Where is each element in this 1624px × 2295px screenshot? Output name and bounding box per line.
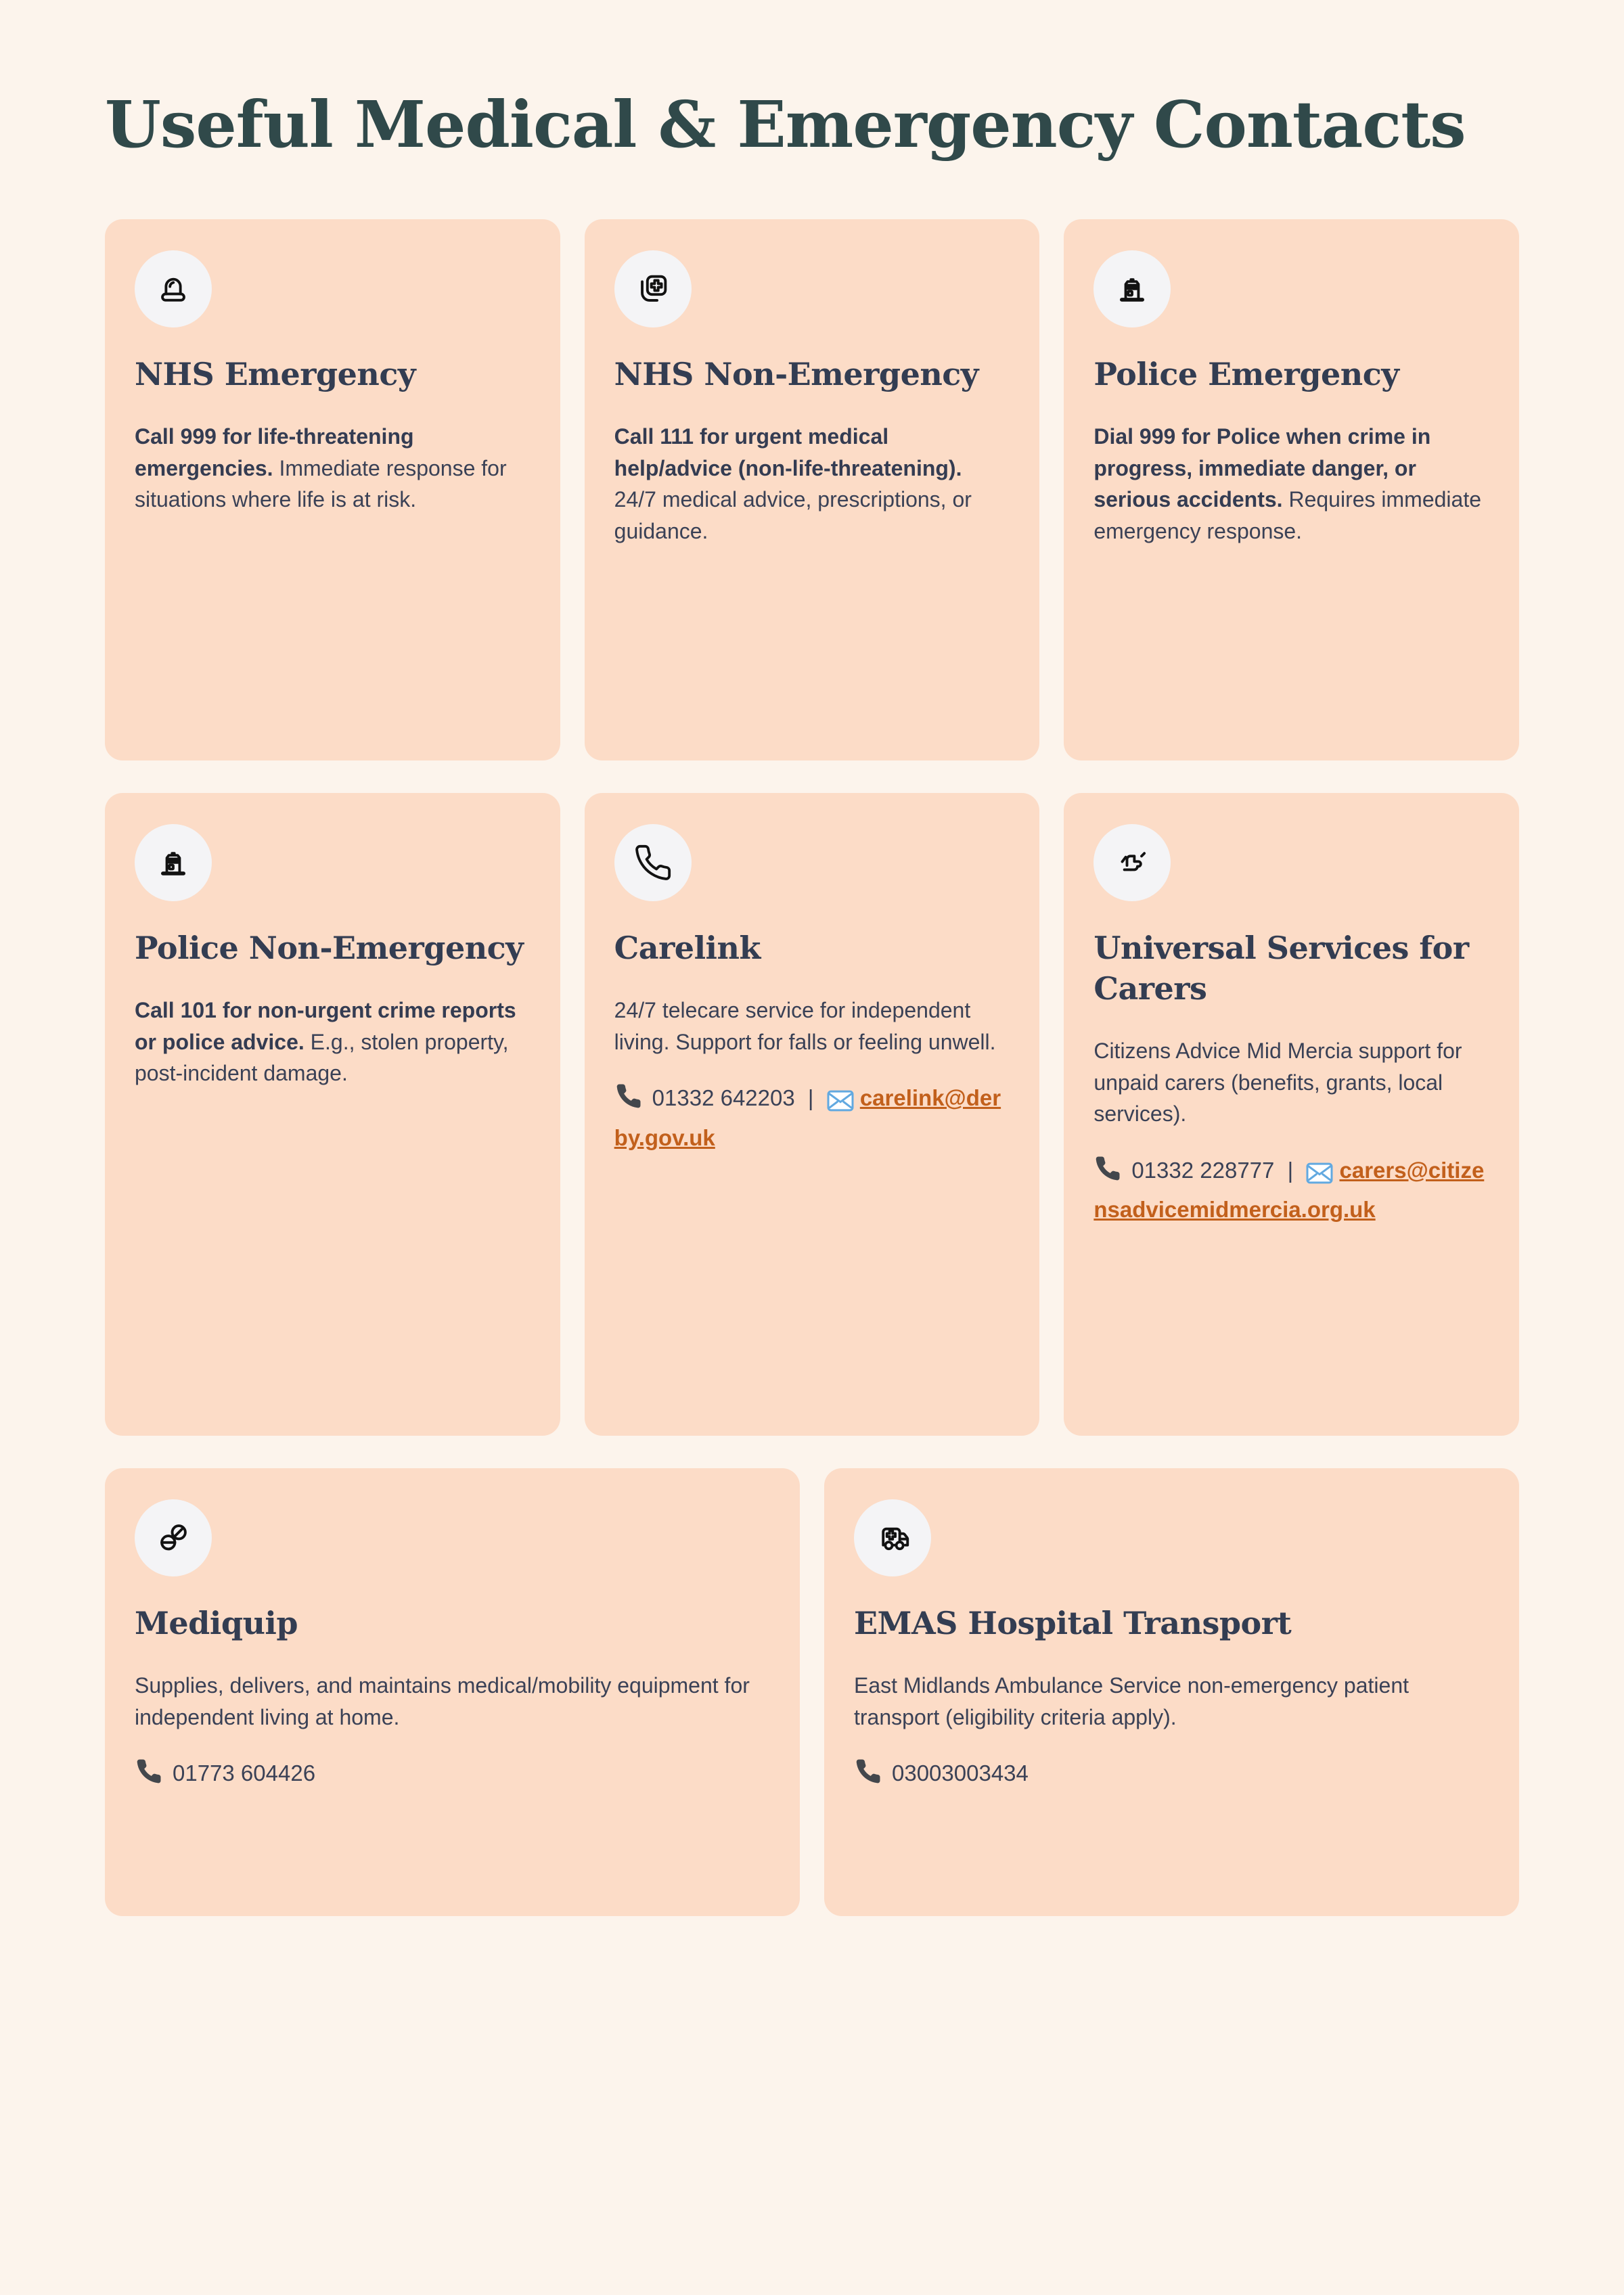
contact-line <box>854 1756 1489 1795</box>
phone-number: 01773 604426 <box>173 1760 316 1786</box>
medical-card-icon <box>614 250 692 327</box>
card-description-rest: East Midlands Ambulance Service non-emergency patient transport (eligibility criteria apply). <box>854 1673 1409 1729</box>
top-cards-grid <box>105 219 1519 1436</box>
card-description-bold: Call 111 for urgent medical help/advice (non-life-threatening). <box>614 424 962 480</box>
card-carelink <box>585 793 1040 1436</box>
phone-number: 01332 228777 <box>1131 1158 1275 1183</box>
phone-icon <box>614 824 692 901</box>
phone-glyph-icon <box>854 1757 882 1795</box>
police-box-icon <box>135 824 212 901</box>
card-mediquip <box>105 1468 800 1916</box>
card-description-bold: Call 101 for non-urgent crime reports or police advice. <box>135 998 516 1054</box>
pills-icon <box>135 1499 212 1576</box>
card-description-bold: Call 999 for life-threatening emergencies. <box>135 424 414 480</box>
phone-glyph-icon <box>614 1082 643 1120</box>
card-description <box>614 421 1010 547</box>
card-description-rest: Immediate response for situations where life is at risk. <box>135 455 507 512</box>
card-nhs-non-emergency <box>585 219 1040 760</box>
handshake-icon <box>1093 824 1171 901</box>
card-description-rest: Supplies, delivers, and maintains medical/mobility equipment for independent living at home. <box>135 1673 750 1729</box>
phone-number: 01332 642203 <box>652 1085 795 1111</box>
card-description-rest: 24/7 telecare service for independent living. Support for falls or feeling unwell. <box>614 998 996 1054</box>
card-description-rest: Requires immediate emergency response. <box>1093 487 1482 544</box>
bottom-cards-grid <box>105 1468 1519 1916</box>
card-emas-hospital-transport <box>824 1468 1519 1916</box>
card-description <box>1093 1035 1489 1130</box>
card-description <box>135 421 531 516</box>
card-description-rest: Citizens Advice Mid Mercia support for unpaid carers (benefits, grants, local services). <box>1093 1038 1462 1127</box>
card-nhs-emergency <box>105 219 560 760</box>
card-description <box>1093 421 1489 547</box>
email-link[interactable]: carelink@derby.gov.uk <box>614 1085 1001 1150</box>
phone-glyph-icon <box>1093 1154 1122 1192</box>
contacts-grid <box>105 219 1519 1916</box>
page-title: Useful Medical & Emergency Contacts <box>105 87 1466 162</box>
card-title: Police Emergency <box>1093 356 1399 393</box>
card-description-rest: E.g., stolen property, post-incident damage. <box>135 1029 509 1086</box>
card-title: NHS Non-Emergency <box>614 356 979 393</box>
card-title: NHS Emergency <box>135 356 416 393</box>
ambulance-icon <box>854 1499 931 1576</box>
card-description-rest: 24/7 medical advice, prescriptions, or guidance. <box>614 487 972 544</box>
contact-line <box>614 1081 1010 1154</box>
envelope-icon <box>1306 1158 1333 1192</box>
contact-line <box>1093 1153 1489 1227</box>
card-title: EMAS Hospital Transport <box>854 1605 1292 1642</box>
contact-divider: | <box>1287 1158 1294 1183</box>
police-box-icon <box>1093 250 1171 327</box>
phone-glyph-icon <box>135 1757 163 1795</box>
card-police-non-emergency <box>105 793 560 1436</box>
card-title: Mediquip <box>135 1605 298 1642</box>
card-police-emergency <box>1064 219 1519 760</box>
card-description <box>135 1670 770 1733</box>
card-description-bold: Dial 999 for Police when crime in progress, immediate danger, or serious accidents. <box>1093 424 1431 512</box>
card-title: Universal Services for Carers <box>1093 930 1469 1007</box>
card-description <box>854 1670 1489 1733</box>
siren-icon <box>135 250 212 327</box>
card-universal-services-for-carers <box>1064 793 1519 1436</box>
card-description <box>614 995 1010 1058</box>
card-title: Police Non-Emergency <box>135 930 524 967</box>
envelope-icon <box>827 1085 854 1120</box>
email-link[interactable]: carers@citizensadvicemidmercia.org.uk <box>1093 1158 1485 1223</box>
contact-line <box>135 1756 770 1795</box>
card-title: Carelink <box>614 930 761 967</box>
contact-divider: | <box>807 1085 814 1111</box>
phone-number: 03003003434 <box>892 1760 1029 1786</box>
card-description <box>135 995 531 1089</box>
